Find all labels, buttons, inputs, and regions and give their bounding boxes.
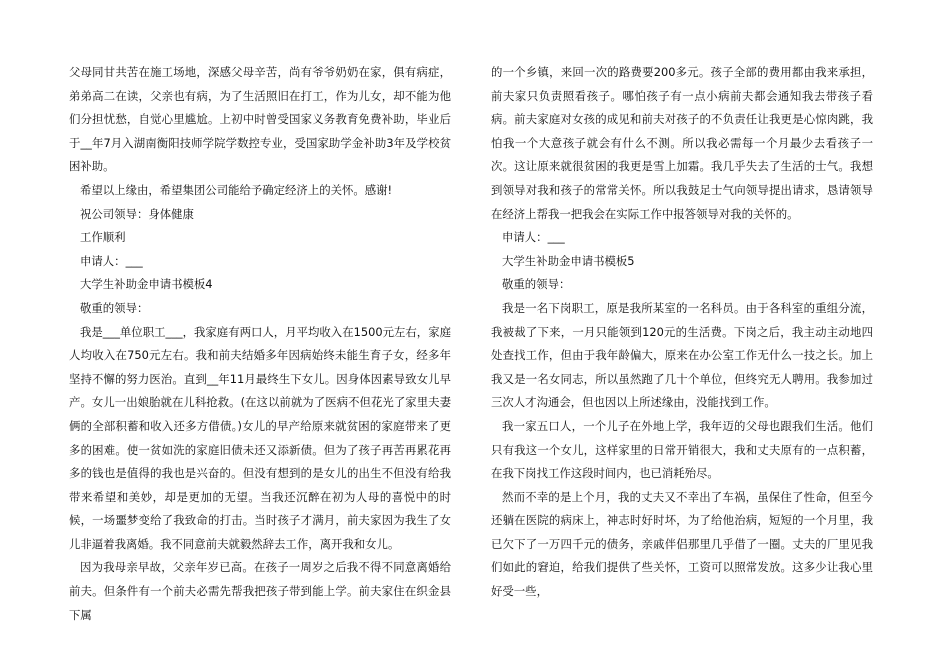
applicant-line: 申请人：___ bbox=[80, 253, 143, 268]
paragraph: 我是一名下岗职工，原是我所某室的一名科员。由于各科室的重组分流，我被裁了下来，一月只能领到120元的生活费。下岗之后，我主动主动地四处查找工作，但由于我年龄偏大，原来在办公室工作无什么一技之长。加上我又是一名女同志，所以虽然跑了几十个单位，但终究无人聘用。我参加过三次人才沟通会，但也因以上所述缘由，没能找到工作。 bbox=[491, 300, 873, 410]
salutation: 敬重的领导： bbox=[80, 300, 149, 315]
paragraph: 父母同甘共苦在施工场地，深感父母辛苦，尚有爷爷奶奶在家，俱有病症，弟弟高二在读，父亲也有病，为了生活照旧在打工，作为儿女，却不能为他们分担忧愁，自觉心里尴尬。上初中时曾受国家义务教育免费补助，毕业后于__年7月入湖南衡阳技师学院学数控专业，受国家助学金补助3年及学校贫困补助。 bbox=[69, 65, 451, 174]
paragraph: 工作顺利 bbox=[80, 230, 126, 245]
section-heading: 大学生补助金申请书模板4 bbox=[80, 277, 213, 292]
paragraph: 祝公司领导：身体健康 bbox=[80, 206, 194, 221]
paragraph: 希望以上缘由，希望集团公司能给予确定经济上的关怀。感谢! bbox=[80, 182, 393, 197]
paragraph: 我一家五口人，一个儿子在外地上学，我年迈的父母也跟我们生活。他们只有我这一个女儿，这样家里的日常开销很大，我和丈夫原有的一点积蓄，在我下岗找工作这段时间内，也已消耗殆尽。 bbox=[491, 418, 873, 481]
left-column bbox=[69, 61, 451, 627]
paragraph: 因为我母亲早故，父亲年岁已高。在孩子一周岁之后我不得不同意离婚给前夫。但条件有一个前夫必需先帮我把孩子带到能上学。前夫家住在织金县下属 bbox=[69, 560, 451, 622]
right-column bbox=[491, 61, 873, 604]
paragraph: 然而不幸的是上个月，我的丈夫又不幸出了车祸，虽保住了性命，但至今还躺在医院的病床上，神志时好时坏，为了给他治病，短短的一个月里，我已欠下了一万四千元的债务，亲戚伴侣那里几乎借了一圈。丈夫的厂里见我们如此的窘迫，给我们提供了些关怀，工资可以照常发放。这多少让我心里好受一些， bbox=[491, 489, 873, 599]
applicant-line: 申请人：___ bbox=[502, 230, 565, 245]
paragraph: 我是___单位职工___，我家庭有两口人，月平均收入在1500元左右，家庭人均收入在750元左右。我和前夫结婚多年因病始终未能生育子女，经多年坚持不懈的努力医治。直到__年11月最终生下女儿。因身体因素导致女儿早产。女儿一出娘胎就在儿科抢救。(在这以前就为了医病不但花光了家里夫妻俩的全部积蓄和收入还多方借债。)女儿的早产给原来就贫困的家庭带来了更多的困难。使一贫如洗的家庭旧债未还又添新债。但为了孩子再苦再累花再多的钱也是值得的我也是兴奋的。但没有想到的是女儿的出生不但没有给我带来希望和美妙，却是更加的无望。当我还沉醉在初为人母的喜悦中的时候，一场噩梦变给了我致命的打击。当时孩子才满月，前夫家因为我生了女儿非逼着我离婚。我不同意前夫就毅然辞去工作，离开我和女儿。 bbox=[69, 324, 451, 551]
paragraph: 的一个乡镇，来回一次的路费要200多元。孩子全部的费用都由我来承担，前夫家只负责照看孩子。哪怕孩子有一点小病前夫都会通知我去带孩子看病。前夫家庭对女孩的成见和前夫对孩子的不负责任让我更是心惊肉跳，我怕我一个大意孩子就会有什么不测。所以我必需每一个月最少去看孩子一次。这让原来就很贫困的我更是雪上加霜。我几乎失去了生活的士气。我想到领导对我和孩子的常常关怀。所以我鼓足士气向领导提出请求，恳请领导在经济上帮我一把我会在实际工作中报答领导对我的关怀的。 bbox=[491, 65, 873, 221]
section-heading: 大学生补助金申请书模板5 bbox=[502, 253, 635, 268]
salutation: 敬重的领导： bbox=[502, 277, 571, 292]
